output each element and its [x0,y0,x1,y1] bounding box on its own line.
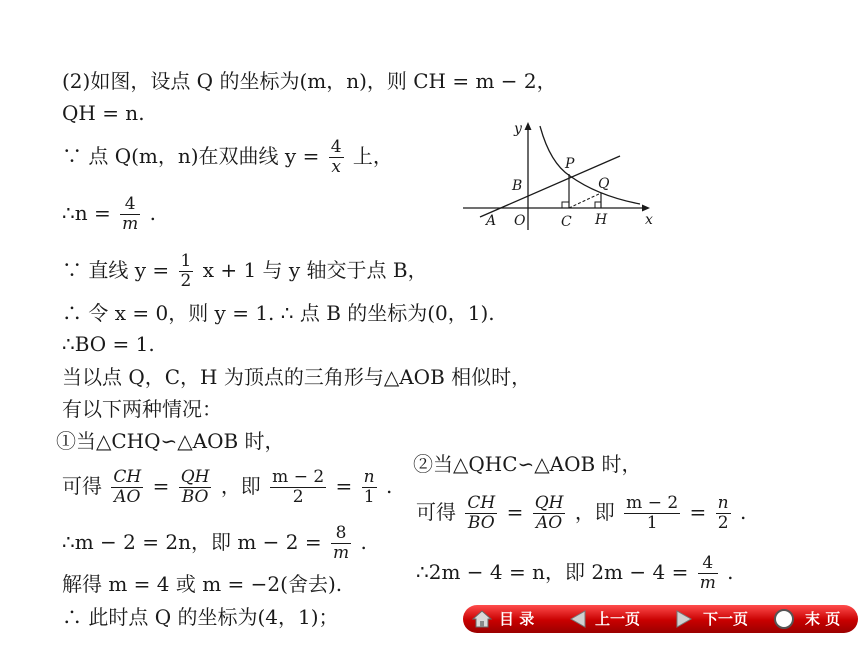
text-line-7: ∴BO = 1. [62,332,155,356]
fraction-num: 4 [330,137,342,157]
next-page-button[interactable] [663,605,763,633]
case-1-result: ∴ 此时点 Q 的坐标为(4，1)； [62,605,339,629]
fraction-den: 2 [270,487,326,507]
fraction-qh-over-bo [179,468,212,507]
fraction-den: AO [111,487,143,507]
case-1-text: = [152,474,170,498]
fraction-num: 8 [335,523,347,543]
fraction-n-over-2 [716,494,731,533]
fraction-den: 2 [716,513,731,533]
x-axis-arrow [642,205,650,212]
prev-page-button[interactable] [563,605,663,633]
text-line-8: 当以点 Q，C，H 为顶点的三角形与△AOB 相似时， [62,365,532,389]
right-angle-h [595,202,601,208]
label-b: B [512,178,523,194]
case-1-text: ，即 [220,474,261,498]
y-axis-arrow [525,122,532,130]
case-1-text: . [385,474,393,498]
fraction-num: n [363,467,375,487]
home-button[interactable] [463,605,563,633]
coordinate-figure [458,118,668,233]
fraction-den: m [699,573,716,593]
case-2-text: 可得 [416,500,456,524]
text-line-4-a: ∴n = [62,201,111,225]
text-line-3-a: ∵ 点 Q(m，n)在双曲线 y = [62,144,320,168]
fraction-num: n [717,493,729,513]
text-line-4 [62,195,156,234]
fraction-ch-over-bo [465,494,497,533]
text-line-5 [62,252,428,291]
case-2-proportion [416,494,746,533]
fraction-num: QH [180,467,210,487]
label-p: P [565,156,575,172]
label-a: A [486,213,497,229]
case-2-text: = [506,500,524,524]
fraction-num: 4 [702,553,714,573]
fraction-qh-over-ao [533,494,566,533]
case-1-title: ①当△CHQ∽△AOB 时， [56,429,285,453]
case-1-solution: 解得 m = 4 或 m = −2(舍去). [62,572,343,596]
text-line-9: 有以下两种情况： [62,397,222,421]
text-line-4-b: . [149,201,156,225]
fraction-den: BO [179,487,212,507]
fraction-4-over-m-2 [698,554,718,593]
case-2-text: ∴2m − 4 = n，即 2m − 4 = [416,560,689,584]
label-y: y [514,121,522,137]
case-1-equation [62,524,367,563]
segment-cq-dashed [569,193,601,208]
end-page-button[interactable] [763,605,858,633]
prev-page-label: 上一页 [595,610,641,628]
label-o: O [514,213,526,229]
fraction-num: 4 [124,194,136,214]
label-q: Q [598,176,610,192]
label-c: C [561,214,572,230]
text-line-3-b: 上， [352,144,393,168]
text-line-5-b: x + 1 与 y 轴交于点 B， [202,258,428,282]
triangle-right-icon [675,609,693,629]
fraction-num: 1 [180,251,192,271]
fraction-4-over-x [329,138,344,177]
case-2-text: . [727,560,734,584]
fraction-ch-over-ao [111,468,143,507]
text-line-2: QH = n. [62,101,145,125]
fraction-n-over-1 [362,468,377,507]
fraction-num: CH [113,467,142,487]
fraction-den: m [122,214,139,234]
next-page-label: 下一页 [703,610,749,628]
home-icon [471,609,493,629]
fraction-m-minus-2-over-2 [270,468,326,507]
case-1-text: 可得 [62,474,102,498]
fraction-den: AO [533,513,566,533]
case-1-text: = [335,474,353,498]
fraction-den: m [332,543,350,563]
text-line-6: ∴ 令 x = 0，则 y = 1. ∴ 点 B 的坐标为(0，1). [62,301,495,325]
text-line-5-a: ∵ 直线 y = [62,258,170,282]
triangle-left-icon [569,609,587,629]
label-h: H [595,212,608,228]
case-2-text: . [739,500,747,524]
home-label: 目 录 [499,610,535,628]
fraction-den: 1 [362,487,377,507]
end-page-label: 末 页 [805,610,841,628]
case-1-text: . [360,530,367,554]
fraction-den: 1 [624,513,680,533]
fraction-m-minus-2-over-1 [624,494,680,533]
right-angle-c [562,202,569,208]
fraction-num: QH [534,493,564,513]
fraction-4-over-m [120,195,140,234]
case-1-text: ∴m − 2 = 2n，即 m − 2 = [62,530,322,554]
case-2-text: ，即 [574,500,615,524]
fraction-den: x [329,157,344,177]
fraction-one-half [179,252,194,291]
fraction-num: CH [467,493,496,513]
fraction-num: m − 2 [626,493,679,513]
navigation-bar [463,605,858,633]
case-2-title: ②当△QHC∽△AOB 时， [413,452,642,476]
text-line-1: (2)如图，设点 Q 的坐标为(m，n)，则 CH = m − 2， [62,69,557,93]
case-2-equation [416,554,734,593]
fraction-num: m − 2 [272,467,325,487]
fraction-den: BO [465,513,497,533]
case-1-proportion [62,468,392,507]
fraction-8-over-m [331,524,351,563]
text-line-3 [62,138,393,177]
case-2-text: = [689,500,707,524]
hyperbola-curve [540,126,640,204]
circle-icon [773,608,795,630]
fraction-den: 2 [180,271,192,291]
label-x: x [645,212,653,228]
